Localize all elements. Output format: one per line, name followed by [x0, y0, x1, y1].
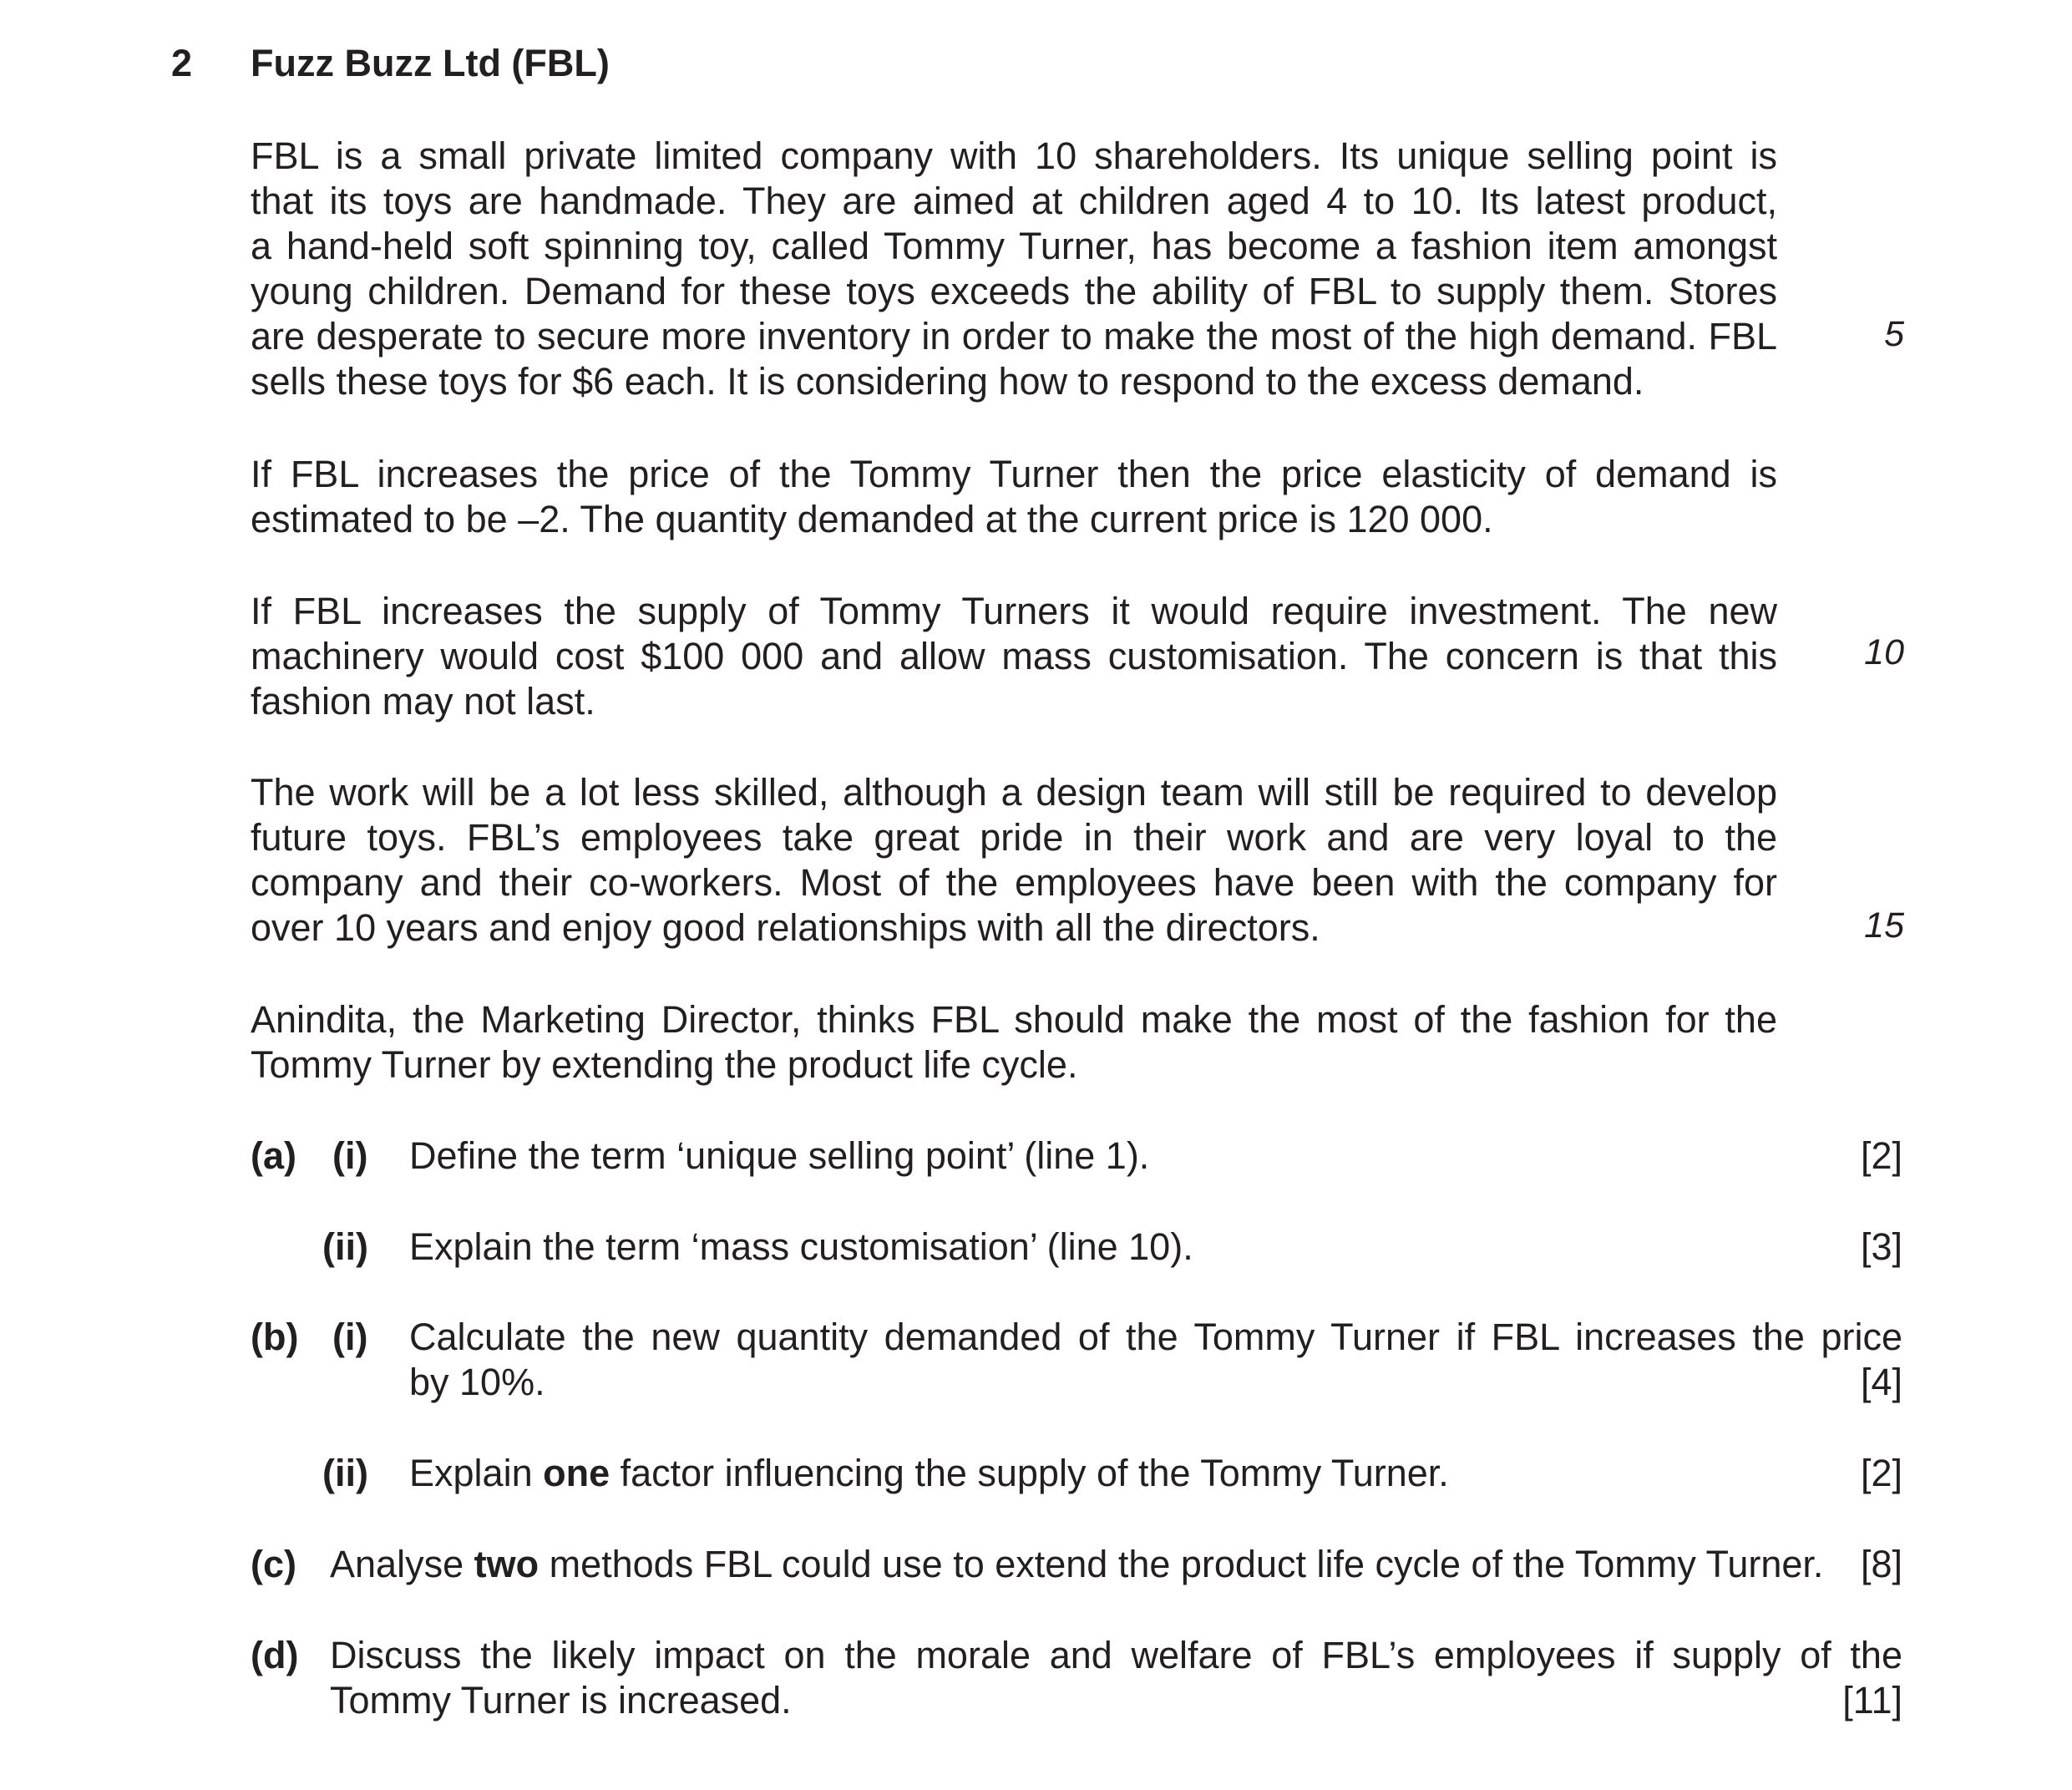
- sub-label-i: (i): [332, 1316, 368, 1358]
- text-line: Anindita, the Marketing Director, thinks FBL should make the most of the fashion for the: [251, 998, 1777, 1041]
- question-text: Discuss the likely impact on the morale and welfare of FBL’s employees if supply of the: [330, 1634, 1902, 1676]
- question-title: Fuzz Buzz Ltd (FBL): [251, 42, 610, 84]
- question-label-b: (b): [251, 1316, 299, 1358]
- question-b-i: [0, 1315, 2072, 1415]
- text-segment: factor influencing the supply of the Tommy Turner.: [610, 1452, 1449, 1494]
- question-c: [0, 1542, 2072, 1592]
- text-line: If FBL increases the supply of Tommy Turners it would require investment. The new: [251, 590, 1777, 632]
- text-line: The work will be a lot less skilled, although a design team will still be required to develop: [251, 771, 1777, 814]
- question-a-i: [0, 1133, 2072, 1184]
- question-d: [0, 1633, 2072, 1733]
- line-number-10: 10: [1864, 632, 1904, 672]
- text-segment: Analyse: [330, 1543, 474, 1585]
- emphasis-word: two: [474, 1543, 540, 1585]
- case-paragraph-5: [251, 997, 1777, 1088]
- question-a-ii: [0, 1225, 2072, 1275]
- text-line: machinery would cost $100 000 and allow mass customisation. The concern is that this: [251, 635, 1777, 677]
- marks: [8]: [1860, 1543, 1902, 1585]
- question-label-c: (c): [251, 1543, 296, 1585]
- line-number-5: 5: [1884, 314, 1904, 354]
- text-line: If FBL increases the price of the Tommy Turner then the price elasticity of demand is: [251, 453, 1777, 495]
- sub-label-ii: (ii): [322, 1452, 368, 1494]
- text-line: future toys. FBL’s employees take great pride in their work and are very loyal to the: [251, 816, 1777, 859]
- text-line: are desperate to secure more inventory in order to make the most of the high demand. FBL: [251, 315, 1777, 357]
- case-paragraph-4: [251, 770, 1777, 951]
- sub-label-i: (i): [332, 1134, 368, 1177]
- text-line: estimated to be –2. The quantity demanded at the current price is 120 000.: [251, 498, 1493, 540]
- question-text: Define the term ‘unique selling point’ (line 1).: [409, 1134, 1150, 1177]
- marks: [11]: [1842, 1679, 1902, 1722]
- emphasis-word: one: [543, 1452, 610, 1494]
- text-line: a hand-held soft spinning toy, called Tommy Turner, has become a fashion item amongst: [251, 225, 1777, 267]
- case-paragraph-1: [251, 134, 1777, 404]
- text-line: young children. Demand for these toys exceeds the ability of FBL to supply them. Stores: [251, 270, 1777, 312]
- question-number: 2: [171, 42, 193, 84]
- text-segment: methods FBL could use to extend the product life cycle of the Tommy Turner.: [539, 1543, 1824, 1585]
- question-label-d: (d): [251, 1634, 299, 1676]
- text-line: company and their co-workers. Most of the employees have been with the company for: [251, 861, 1777, 904]
- case-paragraph-2: [251, 452, 1777, 542]
- text-line: fashion may not last.: [251, 680, 595, 723]
- text-segment: Explain: [409, 1452, 544, 1494]
- line-number-15: 15: [1864, 905, 1904, 946]
- marks: [2]: [1860, 1452, 1902, 1494]
- text-line: over 10 years and enjoy good relationships with all the directors.: [251, 906, 1320, 949]
- question-text: [409, 1451, 1449, 1496]
- question-text-continued: by 10%.: [409, 1361, 545, 1403]
- marks: [4]: [1860, 1361, 1902, 1403]
- question-text: [330, 1542, 1823, 1587]
- sub-label-ii: (ii): [322, 1225, 368, 1268]
- question-text-continued: Tommy Turner is increased.: [330, 1679, 792, 1722]
- question-b-ii: [0, 1451, 2072, 1501]
- question-label-a: (a): [251, 1134, 296, 1177]
- text-line: sells these toys for $6 each. It is considering how to respond to the excess demand.: [251, 360, 1644, 403]
- question-text: Explain the term ‘mass customisation’ (line 10).: [409, 1225, 1193, 1268]
- question-text: Calculate the new quantity demanded of the Tommy Turner if FBL increases the price: [409, 1316, 1902, 1358]
- text-line: FBL is a small private limited company with 10 shareholders. Its unique selling point is: [251, 134, 1777, 177]
- marks: [3]: [1860, 1225, 1902, 1268]
- text-line: Tommy Turner by extending the product life cycle.: [251, 1043, 1078, 1086]
- marks: [2]: [1860, 1134, 1902, 1177]
- text-line: that its toys are handmade. They are aimed at children aged 4 to 10. Its latest product,: [251, 180, 1777, 222]
- case-paragraph-3: [251, 589, 1777, 724]
